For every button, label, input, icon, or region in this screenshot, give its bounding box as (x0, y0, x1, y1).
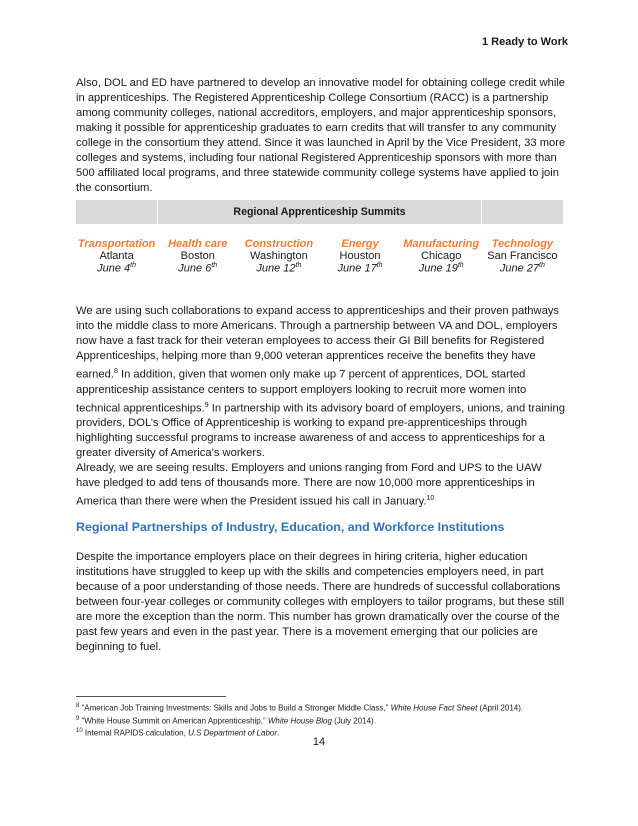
page-number: 14 (312, 736, 326, 748)
footnote-9 (76, 714, 576, 727)
paragraph-partnerships: Despite the importance employers place on their degrees in hiring criteria, higher education institutions have struggled to keep up with the skills and competencies employers need, in part because of a poor understanding of those needs. There are hundreds of successful collaborations between four-year colleges or community colleges with employers to tailor programs, but these still are more the exception than the norm. This number has grown dramatically over the course of the past few years and even in the past year. There is a movement emerging that our policies are beginning to fuel. (76, 551, 565, 653)
sector-cell: Construction (238, 224, 319, 250)
date-suffix: th (130, 262, 137, 269)
footnote-source: U.S Department of Labor (188, 728, 278, 738)
date-cell (157, 262, 238, 275)
paragraph-text: In partnership with its advisory board of employers, unions, and training providers, DOL’s Office of Apprenticeship is working to expand pre-apprenticeships through highlighting successful programs to increase awareness of and access to apprenticeships for a greater diversity of America’s workers. (76, 402, 565, 460)
footnote-text: (July 2014). (331, 716, 376, 726)
city-cell: Boston (157, 250, 238, 262)
date-suffix: th (457, 262, 464, 269)
footnote-divider (76, 696, 226, 697)
date-row (76, 262, 563, 275)
date-cell (319, 262, 400, 275)
date-text: June 12 (256, 262, 296, 275)
sector-cell: Technology (482, 224, 563, 250)
footnote-ref-9[interactable]: 9 (204, 401, 209, 409)
date-suffix: th (211, 262, 218, 269)
sector-cell: Health care (157, 224, 238, 250)
date-cell (482, 262, 563, 275)
paragraph-collaborations (76, 304, 566, 461)
footnote-ref-8[interactable]: 8 (113, 368, 118, 375)
sector-row (76, 224, 563, 250)
footnotes (76, 701, 576, 739)
date-cell (238, 262, 319, 275)
date-suffix: th (376, 262, 383, 269)
footnote-number: 10 (76, 728, 83, 735)
sector-cell: Energy (319, 224, 400, 250)
city-row (76, 250, 563, 262)
footnote-source: White House Fact Sheet (390, 703, 478, 713)
paragraph-text: Already, we are seeing results. Employers and unions ranging from Ford and UPS to the UAW have pledged to add tens of thousands more. There are now 10,000 more apprenticeships in America than there were when the President issued his call in January. (76, 462, 542, 508)
footnote-text: (April 2014). (477, 703, 524, 713)
date-text: June 27 (499, 262, 540, 275)
summits-table (76, 200, 563, 275)
footnote-text: “White House Summit on American Apprenticeship,” (79, 716, 268, 726)
footnote-text: Internal RAPIDS calculation, (82, 728, 189, 738)
paragraph-racc: Also, DOL and ED have partnered to develop an innovative model for obtaining college credit while in apprenticeships. The Registered Apprenticeship College Consortium (RACC) is a partnership among community colleges, national accreditors, employers, and major apprenticeship sponsors, making it possible for apprenticeship graduates to earn credits that will transfer to any community college in the consortium they attend. Since it was launched in April by the Vice President, 33 more colleges and systems, including four national Registered Apprenticeship sponsors with more than 500 affiliated local programs, and three statewide community college systems have applied to join the consortium. (76, 77, 566, 194)
date-text: June 4 (97, 262, 131, 275)
date-text: June 19 (418, 262, 458, 275)
date-suffix: th (295, 262, 302, 269)
city-cell: Washington (238, 250, 319, 262)
footnote-number: 9 (76, 715, 80, 722)
summits-table-title: Regional Apprenticeship Summits (157, 200, 482, 224)
footnote-text: “American Job Training Investments: Skills and Jobs to Build a Stronger Middle Class,” (79, 703, 391, 713)
city-cell: Atlanta (76, 250, 157, 262)
footnote-number: 8 (76, 703, 80, 709)
summits-table-header-row (76, 200, 563, 224)
date-cell (76, 262, 157, 275)
date-suffix: th (539, 262, 545, 269)
footnote-text: . (277, 728, 280, 738)
sector-cell: Transportation (76, 224, 157, 250)
header-blank-cell (76, 200, 157, 224)
footnote-source: White House Blog (267, 716, 332, 726)
city-cell: Chicago (401, 250, 482, 262)
footnote-8 (76, 701, 576, 714)
city-cell: Houston (319, 250, 400, 262)
paragraph-results (76, 461, 566, 510)
paragraph-text: We are using such collaborations to expand access to apprenticeships and their proven pathways into the middle class to more Americans. Through a partnership between VA and DOL, employers now have a fast track for their veteran employees to access their GI Bill benefits for Registered Apprenticeships, helping more than 9,000 veteran apprentices receive the benefits they have earned. (76, 305, 560, 381)
city-cell: San Francisco (482, 250, 563, 262)
date-cell (401, 262, 482, 275)
paragraph-text: In addition, given that women only make up 7 percent of apprentices, DOL started apprenticeship assistance centers to support employers looking to recruit more women into technical apprenticeships. (76, 368, 527, 415)
header-blank-cell (482, 200, 563, 224)
date-text: June 17 (337, 262, 377, 275)
footnote-ref-10[interactable]: 10 (426, 495, 435, 502)
sector-cell: Manufacturing (401, 224, 482, 250)
section-heading: Regional Partnerships of Industry, Education, and Workforce Institutions (76, 520, 505, 534)
date-text: June 6 (178, 262, 212, 275)
running-header: 1 Ready to Work (482, 36, 568, 48)
